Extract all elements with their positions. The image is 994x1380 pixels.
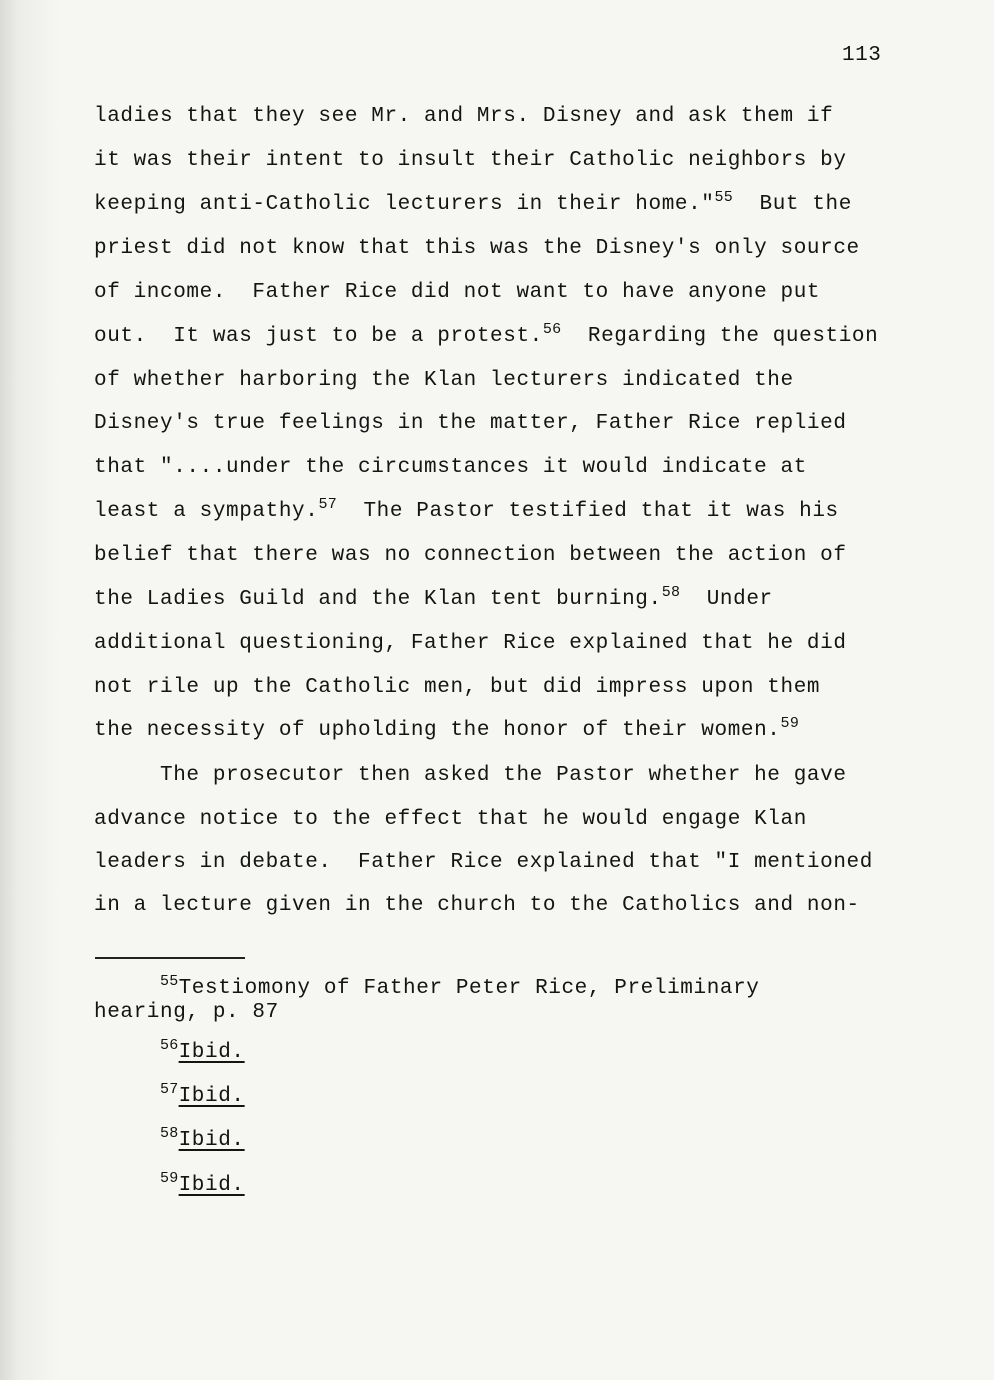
line-text: least a sympathy. xyxy=(94,500,319,523)
footnote-number: 55 xyxy=(160,973,179,990)
footnote-number: 59 xyxy=(160,1170,179,1187)
footnote xyxy=(160,1127,245,1156)
footnote-reference: 58 xyxy=(661,584,681,601)
footnote-text: Ibid. xyxy=(178,1041,245,1064)
body-line: of income. Father Rice did not want to have anyone put xyxy=(94,281,821,304)
footnote xyxy=(160,1039,245,1068)
body-line: in a lecture given in the church to the Catholics and non- xyxy=(94,894,860,917)
line-text: out. It was just to be a protest. xyxy=(94,325,543,348)
body-line: it was their intent to insult their Catholic neighbors by xyxy=(94,149,847,172)
body-line: that "....under the circumstances it would indicate at xyxy=(94,456,807,479)
body-line: Disney's true feelings in the matter, Father Rice replied xyxy=(94,412,847,435)
line-text: Regarding the question xyxy=(561,325,879,348)
line-text: The Pastor testified that it was his xyxy=(337,500,839,523)
body-line xyxy=(94,498,839,527)
body-line: ladies that they see Mr. and Mrs. Disney and ask them if xyxy=(94,105,834,128)
body-line xyxy=(94,191,852,220)
footnote-reference: 56 xyxy=(542,321,562,338)
body-line: belief that there was no connection between the action of xyxy=(94,544,847,567)
body-line: The prosecutor then asked the Pastor whether he gave xyxy=(94,764,847,787)
body-line: leaders in debate. Father Rice explained that "I mentioned xyxy=(94,851,873,874)
footnote-reference: 59 xyxy=(780,715,800,732)
footnote-text: Testiomony of Father Peter Rice, Preliminary xyxy=(178,977,760,1000)
line-text: the Ladies Guild and the Klan tent burning. xyxy=(94,588,662,611)
line-text: But the xyxy=(733,193,852,216)
body-line: not rile up the Catholic men, but did impress upon them xyxy=(94,676,821,699)
body-line: priest did not know that this was the Disney's only source xyxy=(94,237,860,260)
footnote-text: Ibid. xyxy=(178,1129,245,1152)
footnote-reference: 55 xyxy=(714,189,734,206)
body-line xyxy=(94,586,773,615)
line-text: the necessity of upholding the honor of their women. xyxy=(94,719,781,742)
line-text: keeping anti-Catholic lecturers in their home." xyxy=(94,193,715,216)
body-line: additional questioning, Father Rice explained that he did xyxy=(94,632,847,655)
line-text: Under xyxy=(680,588,773,611)
body-line xyxy=(94,717,799,746)
body-line xyxy=(94,323,878,352)
footnote-text: Ibid. xyxy=(178,1174,245,1197)
footnote xyxy=(160,1083,245,1112)
body-line: advance notice to the effect that he would engage Klan xyxy=(94,808,807,831)
footnote-separator xyxy=(95,957,245,959)
footnote-number: 56 xyxy=(160,1037,179,1054)
body-line: of whether harboring the Klan lecturers indicated the xyxy=(94,369,794,392)
footnote-continuation: hearing, p. 87 xyxy=(94,1001,279,1024)
footnote-text: Ibid. xyxy=(178,1085,245,1108)
footnote-number: 58 xyxy=(160,1125,179,1142)
footnote-reference: 57 xyxy=(318,496,338,513)
footnote-number: 57 xyxy=(160,1081,179,1098)
footnote xyxy=(160,1172,245,1201)
page-number: 113 xyxy=(842,44,882,67)
